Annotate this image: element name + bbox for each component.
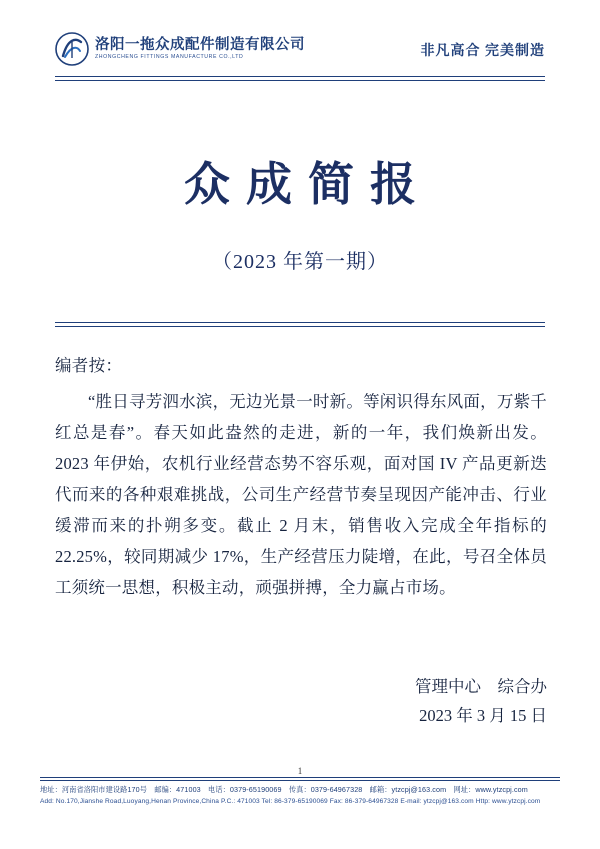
body-paragraph: “胜日寻芳泗水滨，无边光景一时新。等闲识得东风面，万紫千红总是春”。春天如此盎然的走进，新的一年，我们焕新出发。2023 年伊始，农机行业经营态势不容乐观，面对国 IV 产品更新迭代而来的各种艰难挑战，公司生产经营节奏呈现因产能冲击、行业缓滞而来的扑朔多变。截止 2 月末，销售收入完成全年指标的 22.25%，较同期减少 17%，生产经营压力陡增，在此，号召全体员工须统一思想，积极主动，顽强拼搏，全力赢占市场。	[55, 392, 547, 597]
company-swoosh-logo-icon	[55, 32, 89, 66]
company-name-en: ZHONGCHENG FITTINGS MANUFACTURE CO.,LTD	[95, 53, 244, 60]
header-divider-thin	[55, 80, 545, 81]
footer-contact-en: Add: No.170,Jianshe Road,Luoyang,Henan Province,China P.C.: 471003 Tel: 86-379-65190069 Fax: 86-379-64967328 E-mail: ytzcpj@163.com Http: www.ytzcpj.com	[40, 798, 541, 805]
editor-note-label: 编者按：	[55, 356, 123, 375]
company-name-cn: 洛阳一拖众成配件制造有限公司	[95, 36, 305, 53]
footer-divider-thick	[40, 777, 560, 778]
company-logo	[55, 32, 305, 66]
document-header	[55, 32, 545, 78]
footer-divider-thin	[40, 780, 560, 781]
page-title: 众成简报	[184, 159, 432, 210]
footer-contact-cn: 地址：河南省洛阳市建设路170号 邮编：471003 电话：0379-65190069 传真：0379-64967328 邮箱：ytzcpj@163.com 网址：www.ytzcpj.com	[40, 785, 528, 794]
page-number: 1	[297, 766, 303, 776]
title-divider-thick	[55, 322, 545, 323]
header-divider-thick	[55, 76, 545, 77]
footer-contact-info	[40, 784, 564, 808]
page-subtitle: （2023 年第一期）	[212, 251, 388, 273]
signature-organization: 管理中心 综合办	[415, 677, 547, 696]
signature-block	[55, 672, 600, 730]
signature-date: 2023 年 3 月 15 日	[419, 706, 547, 725]
company-slogan: 非凡高合 完美制造	[420, 44, 545, 59]
document-body	[55, 352, 547, 603]
title-divider-thin	[55, 326, 545, 327]
